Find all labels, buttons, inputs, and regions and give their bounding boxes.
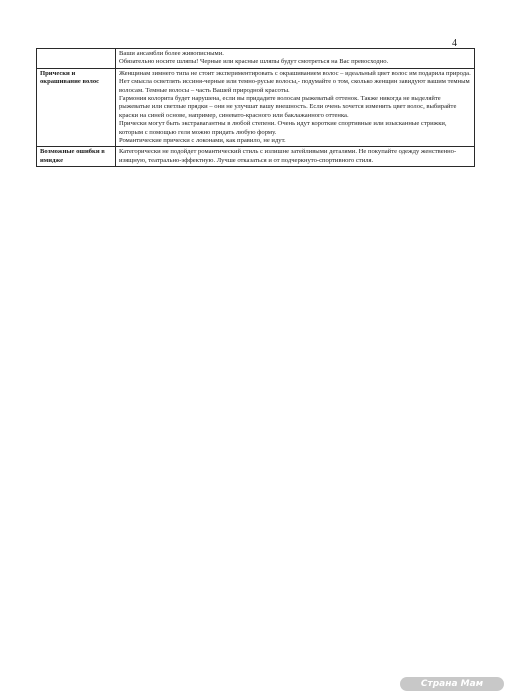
row-text	[116, 68, 475, 147]
row-label	[37, 49, 116, 69]
row-label: Прически и окрашивание волос	[37, 68, 116, 147]
paragraph: Категорически не подойдет романтический стиль с излишне затейливыми деталями. Не покупайте одежду женственно-изящную, театрально-эффектную. Лучше отказаться и от подчеркнуто-спортивного стиля.	[119, 148, 457, 164]
table-row	[37, 68, 475, 147]
site-watermark-logo: Страна Мам	[400, 677, 504, 691]
row-text	[116, 147, 475, 167]
style-advice-table	[36, 48, 475, 167]
row-label: Возможные ошибки в имидже	[37, 147, 116, 167]
paragraph: Обязательно носите шляпы! Черные или красные шляпы будут смотреться на Вас превосходно.	[119, 58, 389, 66]
paragraph: Женщинам зимнего типа не стоит экспериментировать с окрашиванием волос – идеальный цвет волос им подарила природа. Нет смысла осветлять иссиня-черные или темно-русые волосы,- подумайте о том, сколько женщин завидуют вашим темным волосам. Темные волосы – часть Вашей природной красоты.	[119, 69, 471, 94]
paragraph: Гармония колорита будет нарушена, если вы придадите волосам рыжеватый оттенок. Также никогда не выделяйте рыжеватые или светлые прядки – они не улучшат вашу внешность. Если очень хочется изменить цвет волос, выбирайте краски на синей основе, например, синевато-красного или баклажанного оттенка.	[119, 95, 457, 119]
page-number: 4	[452, 38, 457, 49]
row-text	[116, 49, 475, 69]
paragraph: Ваши ансамбли более живописными.	[119, 50, 224, 57]
paragraph: Романтические прически с локонами, как правило, не идут.	[119, 137, 286, 145]
table-row	[37, 147, 475, 167]
table-row	[37, 49, 475, 69]
paragraph: Прически могут быть экстравагантны в любой степени. Очень идут короткие спортивные или изысканные стрижки, которым с помощью геля можно придать любую форму.	[119, 120, 447, 136]
